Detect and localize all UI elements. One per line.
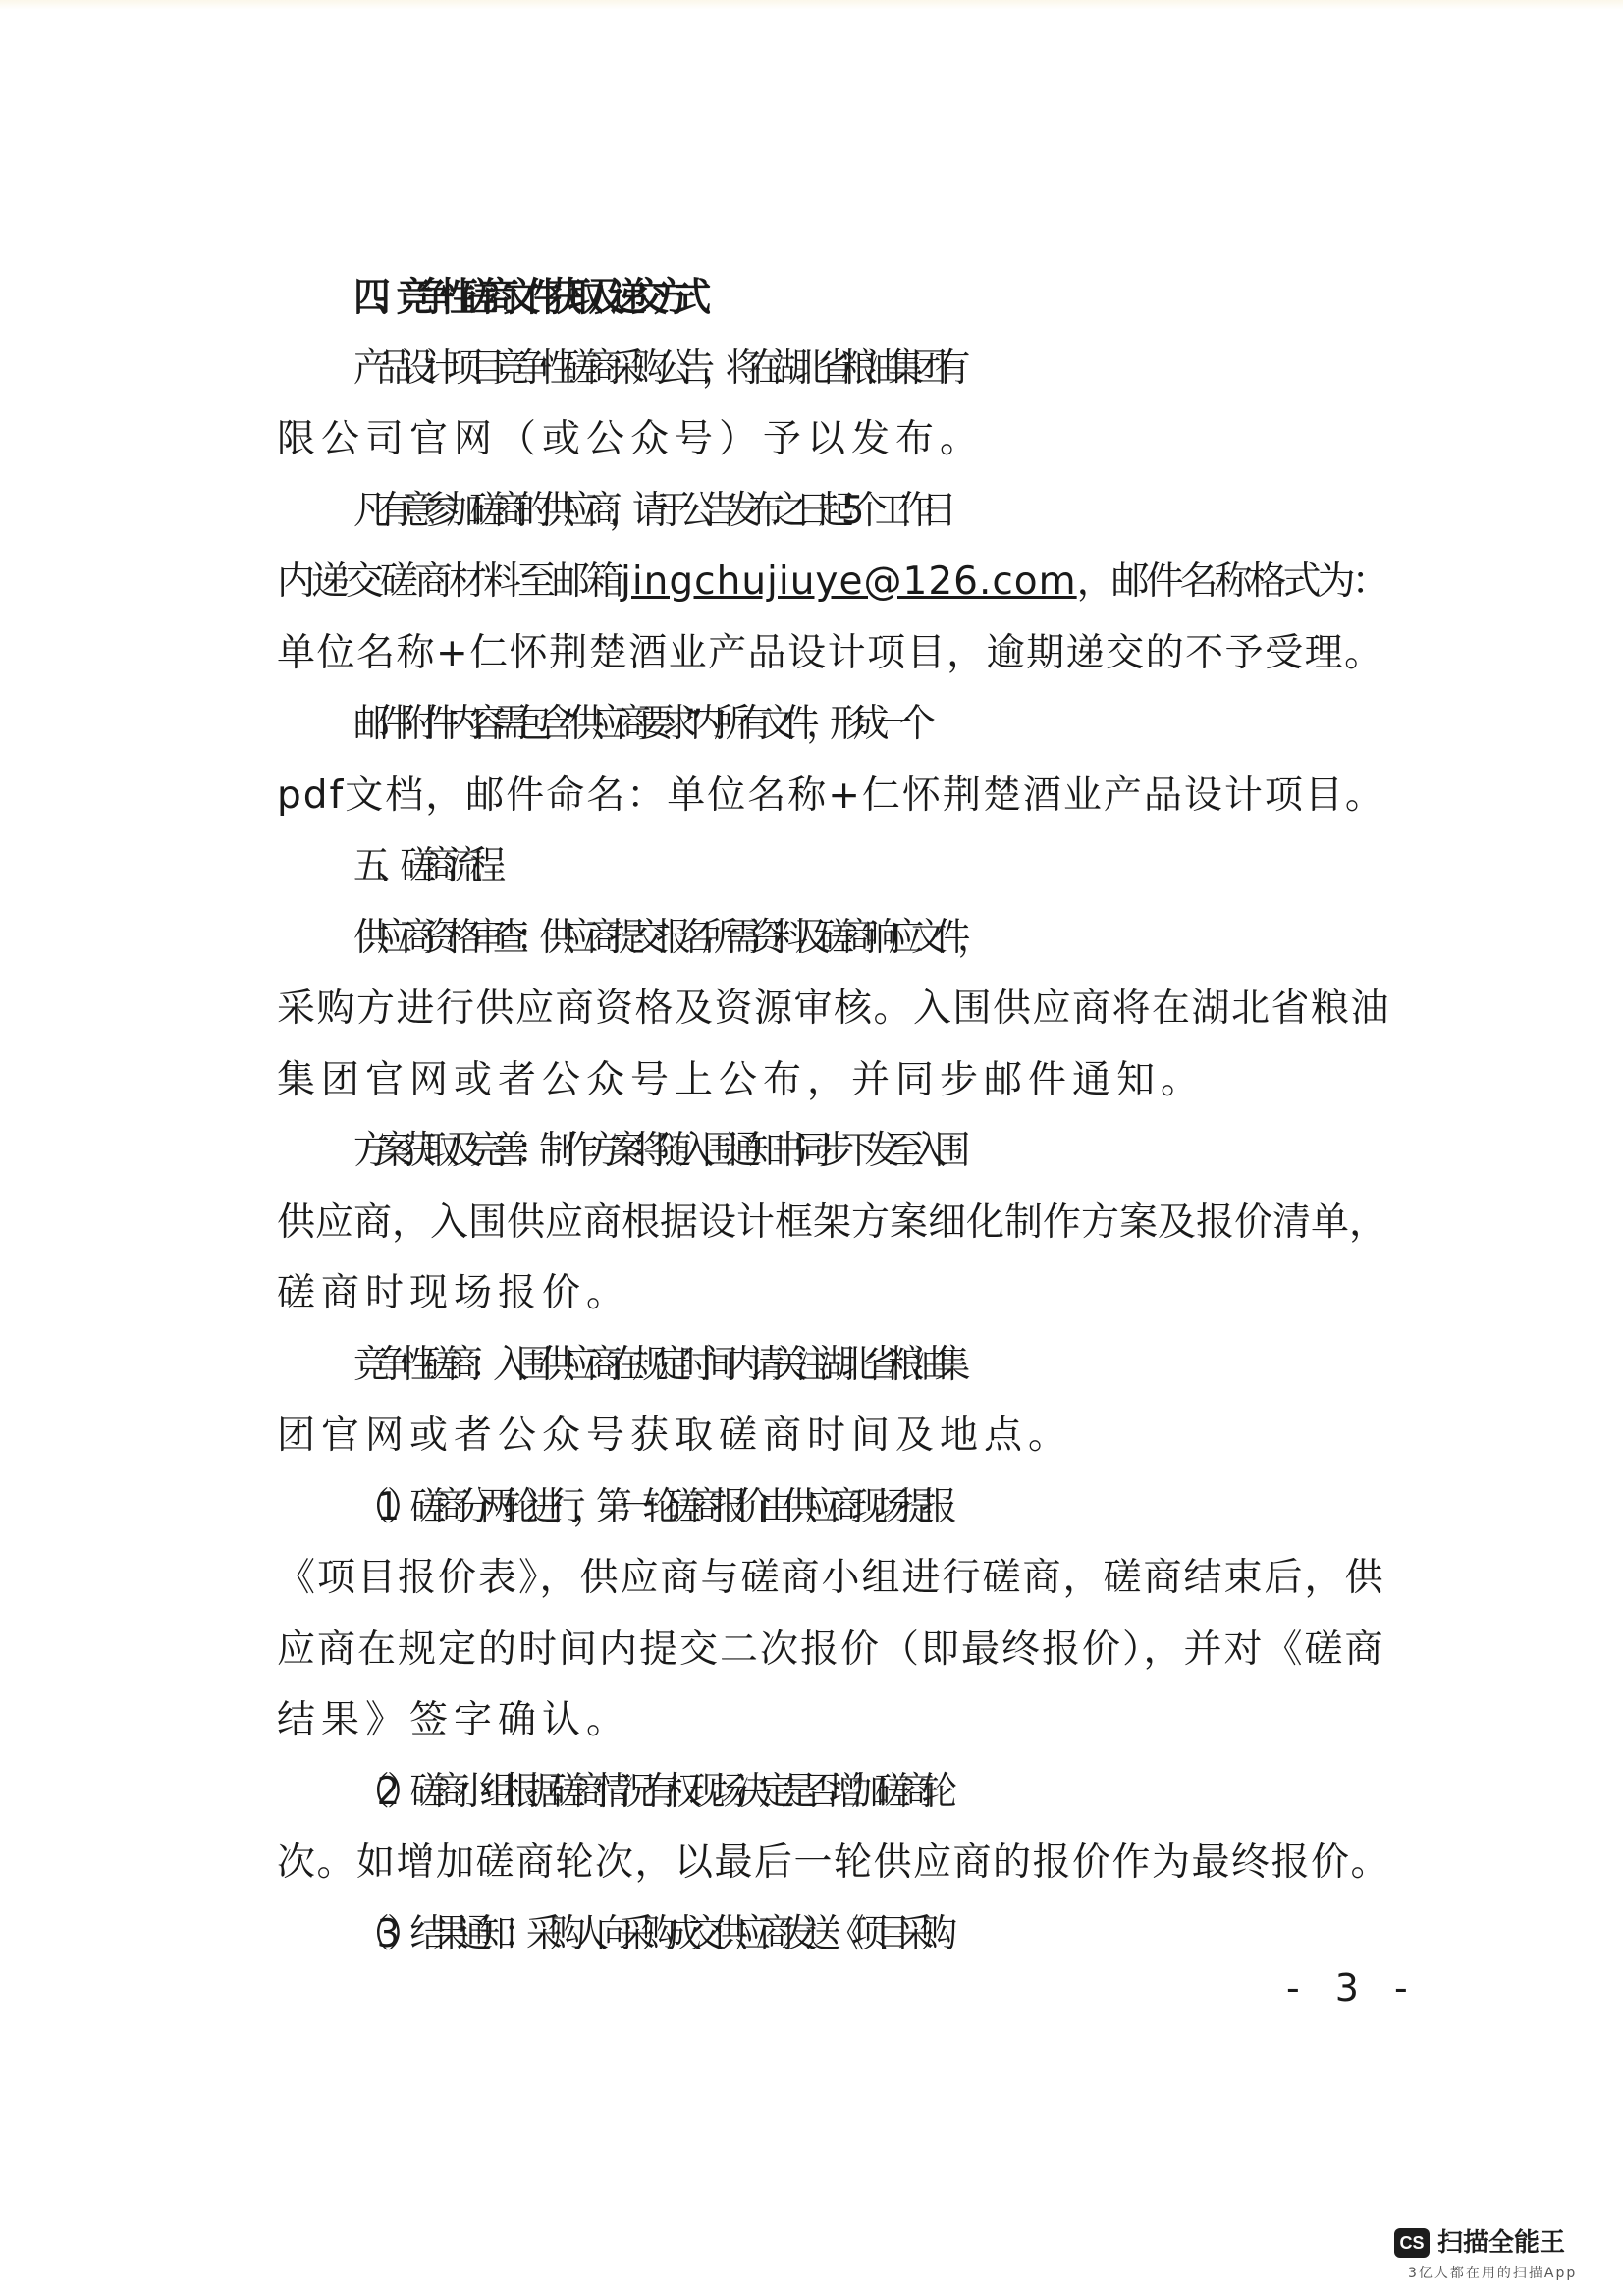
section-heading: 四、竞争性磋商文件获取及递交方式 xyxy=(353,275,696,320)
page-number: - 3 - xyxy=(1286,1966,1420,2009)
scanner-app-name: 扫描全能王 xyxy=(1437,2228,1566,2258)
text-line: （2）磋商小组根据磋商情况有权现场决定是否增加磋商轮 xyxy=(353,1770,945,1814)
text-line: 供应商，入围供应商根据设计框架方案细化制作方案及报价清单， xyxy=(277,1201,1388,1245)
text-line: 次。如增加磋商轮次，以最后一轮供应商的报价作为最终报价。 xyxy=(277,1841,1391,1885)
text-line: 应商在规定的时间内提交二次报价（即最终报价），并对《磋商 xyxy=(277,1628,1385,1672)
text-line: 《项目报价表》，供应商与磋商小组进行磋商，磋商结束后，供 xyxy=(277,1556,1385,1600)
scanner-logo-icon: CS xyxy=(1394,2228,1430,2258)
text-line: 结果》签字确认。 xyxy=(277,1698,631,1742)
text-line: 五、磋商流程 xyxy=(353,844,493,888)
text-line: 单位名称+仁怀荆楚酒业产品设计项目，逾期递交的不予受理。 xyxy=(277,631,1384,675)
text-line: 方案获取及完善：制作方案将随入围通知书同步下发至入围 xyxy=(353,1129,958,1173)
text-segment: ，邮件名称格式为： xyxy=(1076,560,1386,604)
text-line: （3）结果通知：采购人向采购成交供应商发送《项目采购 xyxy=(353,1912,945,1956)
scanner-tagline: 3亿人都在用的扫描App xyxy=(1408,2266,1578,2281)
text-line: （1）磋商分两轮进行，第一轮磋商报价由供应商现场提报 xyxy=(353,1485,945,1529)
text-line: 团官网或者公众号获取磋商时间及地点。 xyxy=(277,1414,1073,1458)
text-line: 竞争性磋商：入围供应商在规定时间内请关注湖北省粮油集 xyxy=(353,1343,958,1387)
text-line: 集团官网或者公众号上公布，并同步邮件通知。 xyxy=(277,1058,1206,1102)
text-line: 采购方进行供应商资格及资源审核。入围供应商将在湖北省粮油 xyxy=(277,987,1391,1031)
text-line: 产品设计项目竞争性磋商采购公告，将在湖北省粮油集团有 xyxy=(353,347,958,391)
text-line: pdf文档，邮件命名：单位名称+仁怀荆楚酒业产品设计项目。 xyxy=(277,774,1385,818)
text-line: 凡有意参加磋商的供应商，请于公告发布之日起5个工作日 xyxy=(353,489,945,533)
text-line: 磋商时现场报价。 xyxy=(277,1271,631,1315)
text-line: 供应商资格审查：供应商提交报名所需资料及磋商响应文件， xyxy=(353,916,981,960)
text-line xyxy=(277,558,1386,607)
text-line: 限公司官网（或公众号）予以发布。 xyxy=(277,417,985,461)
text-segment: 内递交磋商材料至邮箱 xyxy=(277,560,622,604)
scanner-watermark xyxy=(1394,2228,1610,2287)
text-line: 邮件附件内容需包含“供应商要求”内所有文件，形成一个 xyxy=(353,702,923,746)
email-link[interactable]: jingchujiuye@126.com xyxy=(621,560,1077,604)
